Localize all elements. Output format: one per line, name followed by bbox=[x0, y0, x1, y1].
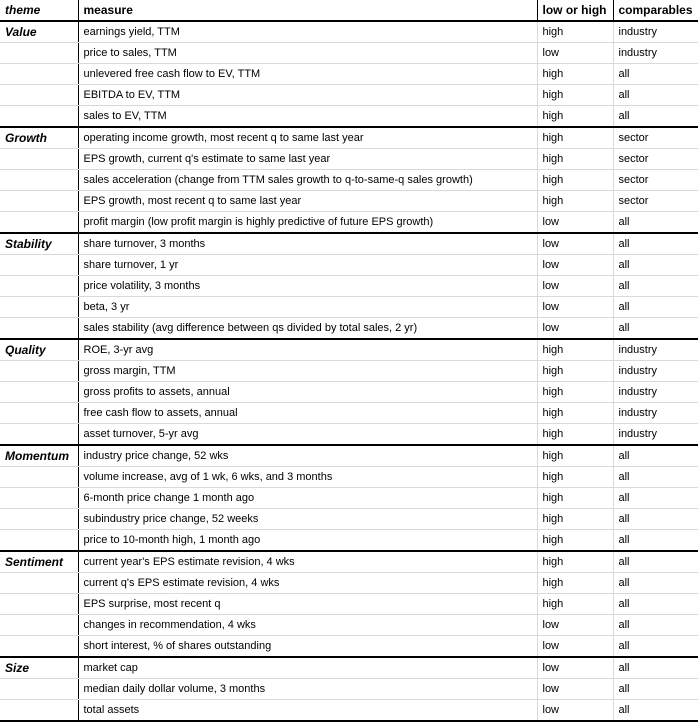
measure-cell: 6-month price change 1 month ago bbox=[78, 488, 537, 509]
comparables-cell: all bbox=[613, 636, 698, 658]
comparables-cell: all bbox=[613, 551, 698, 573]
direction-cell: high bbox=[537, 594, 613, 615]
table-row bbox=[0, 467, 698, 488]
direction-cell: high bbox=[537, 85, 613, 106]
comparables-cell: all bbox=[613, 85, 698, 106]
measure-cell: earnings yield, TTM bbox=[78, 21, 537, 43]
theme-label: Quality bbox=[0, 339, 78, 361]
table-row bbox=[0, 573, 698, 594]
direction-cell: high bbox=[537, 573, 613, 594]
table-row bbox=[0, 85, 698, 106]
theme-spacer bbox=[0, 191, 78, 212]
theme-spacer bbox=[0, 170, 78, 191]
comparables-cell: all bbox=[613, 212, 698, 234]
table-row bbox=[0, 233, 698, 255]
direction-cell: high bbox=[537, 64, 613, 85]
measure-cell: changes in recommendation, 4 wks bbox=[78, 615, 537, 636]
theme-spacer bbox=[0, 594, 78, 615]
measure-cell: EBITDA to EV, TTM bbox=[78, 85, 537, 106]
column-header-comparables: comparables bbox=[613, 0, 698, 21]
comparables-cell: all bbox=[613, 106, 698, 128]
comparables-cell: all bbox=[613, 509, 698, 530]
comparables-cell: all bbox=[613, 657, 698, 679]
table-row bbox=[0, 149, 698, 170]
theme-spacer bbox=[0, 509, 78, 530]
direction-cell: high bbox=[537, 21, 613, 43]
table-row bbox=[0, 657, 698, 679]
direction-cell: high bbox=[537, 551, 613, 573]
measure-cell: EPS growth, current q's estimate to same last year bbox=[78, 149, 537, 170]
table-row bbox=[0, 297, 698, 318]
measure-cell: EPS growth, most recent q to same last year bbox=[78, 191, 537, 212]
comparables-cell: industry bbox=[613, 43, 698, 64]
measure-cell: unlevered free cash flow to EV, TTM bbox=[78, 64, 537, 85]
comparables-cell: all bbox=[613, 255, 698, 276]
comparables-cell: all bbox=[613, 276, 698, 297]
table-row bbox=[0, 361, 698, 382]
table-row bbox=[0, 424, 698, 446]
theme-spacer bbox=[0, 64, 78, 85]
direction-cell: low bbox=[537, 679, 613, 700]
table-row bbox=[0, 445, 698, 467]
table-row bbox=[0, 509, 698, 530]
table-row bbox=[0, 530, 698, 552]
measure-cell: price volatility, 3 months bbox=[78, 276, 537, 297]
comparables-cell: all bbox=[613, 530, 698, 552]
table-header bbox=[0, 0, 698, 21]
measure-cell: market cap bbox=[78, 657, 537, 679]
theme-spacer bbox=[0, 573, 78, 594]
theme-spacer bbox=[0, 212, 78, 234]
table-row bbox=[0, 403, 698, 424]
table-row bbox=[0, 170, 698, 191]
direction-cell: high bbox=[537, 488, 613, 509]
direction-cell: low bbox=[537, 255, 613, 276]
theme-spacer bbox=[0, 276, 78, 297]
theme-spacer bbox=[0, 106, 78, 128]
theme-spacer bbox=[0, 679, 78, 700]
measure-cell: price to sales, TTM bbox=[78, 43, 537, 64]
comparables-cell: all bbox=[613, 594, 698, 615]
table-row bbox=[0, 615, 698, 636]
table-row bbox=[0, 191, 698, 212]
direction-cell: low bbox=[537, 636, 613, 658]
measure-cell: sales stability (avg difference between qs divided by total sales, 2 yr) bbox=[78, 318, 537, 340]
measure-cell: price to 10-month high, 1 month ago bbox=[78, 530, 537, 552]
direction-cell: low bbox=[537, 318, 613, 340]
theme-label: Growth bbox=[0, 127, 78, 149]
column-header-theme: theme bbox=[0, 0, 78, 21]
direction-cell: low bbox=[537, 700, 613, 722]
theme-label: Sentiment bbox=[0, 551, 78, 573]
direction-cell: high bbox=[537, 403, 613, 424]
measure-cell: share turnover, 1 yr bbox=[78, 255, 537, 276]
direction-cell: low bbox=[537, 297, 613, 318]
direction-cell: low bbox=[537, 212, 613, 234]
direction-cell: high bbox=[537, 127, 613, 149]
theme-label: Value bbox=[0, 21, 78, 43]
table-row bbox=[0, 382, 698, 403]
measure-cell: median daily dollar volume, 3 months bbox=[78, 679, 537, 700]
comparables-cell: industry bbox=[613, 424, 698, 446]
theme-spacer bbox=[0, 615, 78, 636]
measure-cell: sales acceleration (change from TTM sales growth to q-to-same-q sales growth) bbox=[78, 170, 537, 191]
theme-spacer bbox=[0, 361, 78, 382]
measure-cell: current year's EPS estimate revision, 4 wks bbox=[78, 551, 537, 573]
comparables-cell: all bbox=[613, 233, 698, 255]
measure-cell: beta, 3 yr bbox=[78, 297, 537, 318]
direction-cell: low bbox=[537, 233, 613, 255]
column-header-measure: measure bbox=[78, 0, 537, 21]
direction-cell: high bbox=[537, 106, 613, 128]
measure-cell: ROE, 3-yr avg bbox=[78, 339, 537, 361]
theme-spacer bbox=[0, 636, 78, 658]
table-row bbox=[0, 255, 698, 276]
comparables-cell: all bbox=[613, 445, 698, 467]
direction-cell: high bbox=[537, 339, 613, 361]
comparables-cell: sector bbox=[613, 127, 698, 149]
table-row bbox=[0, 488, 698, 509]
table-row bbox=[0, 106, 698, 128]
measure-cell: gross margin, TTM bbox=[78, 361, 537, 382]
theme-spacer bbox=[0, 318, 78, 340]
measure-cell: volume increase, avg of 1 wk, 6 wks, and 3 months bbox=[78, 467, 537, 488]
comparables-cell: all bbox=[613, 467, 698, 488]
measure-cell: subindustry price change, 52 weeks bbox=[78, 509, 537, 530]
comparables-cell: all bbox=[613, 318, 698, 340]
theme-spacer bbox=[0, 488, 78, 509]
theme-spacer bbox=[0, 467, 78, 488]
comparables-cell: all bbox=[613, 297, 698, 318]
theme-label: Size bbox=[0, 657, 78, 679]
measure-cell: total assets bbox=[78, 700, 537, 722]
direction-cell: high bbox=[537, 424, 613, 446]
direction-cell: high bbox=[537, 191, 613, 212]
comparables-cell: sector bbox=[613, 191, 698, 212]
comparables-cell: sector bbox=[613, 149, 698, 170]
theme-spacer bbox=[0, 700, 78, 722]
direction-cell: low bbox=[537, 276, 613, 297]
measure-cell: free cash flow to assets, annual bbox=[78, 403, 537, 424]
comparables-cell: all bbox=[613, 488, 698, 509]
comparables-cell: all bbox=[613, 615, 698, 636]
measure-cell: current q's EPS estimate revision, 4 wks bbox=[78, 573, 537, 594]
table-row bbox=[0, 64, 698, 85]
comparables-cell: industry bbox=[613, 403, 698, 424]
theme-spacer bbox=[0, 85, 78, 106]
header-row bbox=[0, 0, 698, 21]
table-row bbox=[0, 127, 698, 149]
table-row bbox=[0, 276, 698, 297]
theme-spacer bbox=[0, 424, 78, 446]
comparables-cell: industry bbox=[613, 339, 698, 361]
comparables-cell: sector bbox=[613, 170, 698, 191]
measure-cell: share turnover, 3 months bbox=[78, 233, 537, 255]
comparables-cell: industry bbox=[613, 361, 698, 382]
table-body bbox=[0, 21, 698, 721]
measure-cell: profit margin (low profit margin is highly predictive of future EPS growth) bbox=[78, 212, 537, 234]
direction-cell: high bbox=[537, 467, 613, 488]
theme-spacer bbox=[0, 297, 78, 318]
measure-cell: gross profits to assets, annual bbox=[78, 382, 537, 403]
table-row bbox=[0, 318, 698, 340]
table-row bbox=[0, 43, 698, 64]
direction-cell: low bbox=[537, 657, 613, 679]
direction-cell: high bbox=[537, 170, 613, 191]
direction-cell: high bbox=[537, 445, 613, 467]
theme-spacer bbox=[0, 530, 78, 552]
measure-cell: EPS surprise, most recent q bbox=[78, 594, 537, 615]
theme-spacer bbox=[0, 43, 78, 64]
theme-label: Momentum bbox=[0, 445, 78, 467]
direction-cell: high bbox=[537, 509, 613, 530]
column-header-direction: low or high bbox=[537, 0, 613, 21]
table-row bbox=[0, 636, 698, 658]
comparables-cell: all bbox=[613, 573, 698, 594]
measure-cell: industry price change, 52 wks bbox=[78, 445, 537, 467]
measure-cell: short interest, % of shares outstanding bbox=[78, 636, 537, 658]
measure-cell: operating income growth, most recent q to same last year bbox=[78, 127, 537, 149]
direction-cell: low bbox=[537, 615, 613, 636]
comparables-cell: all bbox=[613, 700, 698, 722]
direction-cell: high bbox=[537, 382, 613, 403]
direction-cell: high bbox=[537, 361, 613, 382]
table-row bbox=[0, 21, 698, 43]
theme-spacer bbox=[0, 255, 78, 276]
table-row bbox=[0, 551, 698, 573]
table-row bbox=[0, 679, 698, 700]
direction-cell: high bbox=[537, 530, 613, 552]
theme-label: Stability bbox=[0, 233, 78, 255]
measure-cell: sales to EV, TTM bbox=[78, 106, 537, 128]
table-row bbox=[0, 700, 698, 722]
comparables-cell: industry bbox=[613, 21, 698, 43]
direction-cell: low bbox=[537, 43, 613, 64]
theme-spacer bbox=[0, 403, 78, 424]
comparables-cell: industry bbox=[613, 382, 698, 403]
table-row bbox=[0, 212, 698, 234]
table-row bbox=[0, 594, 698, 615]
direction-cell: high bbox=[537, 149, 613, 170]
table-row bbox=[0, 339, 698, 361]
comparables-cell: all bbox=[613, 64, 698, 85]
theme-spacer bbox=[0, 149, 78, 170]
measure-cell: asset turnover, 5-yr avg bbox=[78, 424, 537, 446]
theme-spacer bbox=[0, 382, 78, 403]
comparables-cell: all bbox=[613, 679, 698, 700]
